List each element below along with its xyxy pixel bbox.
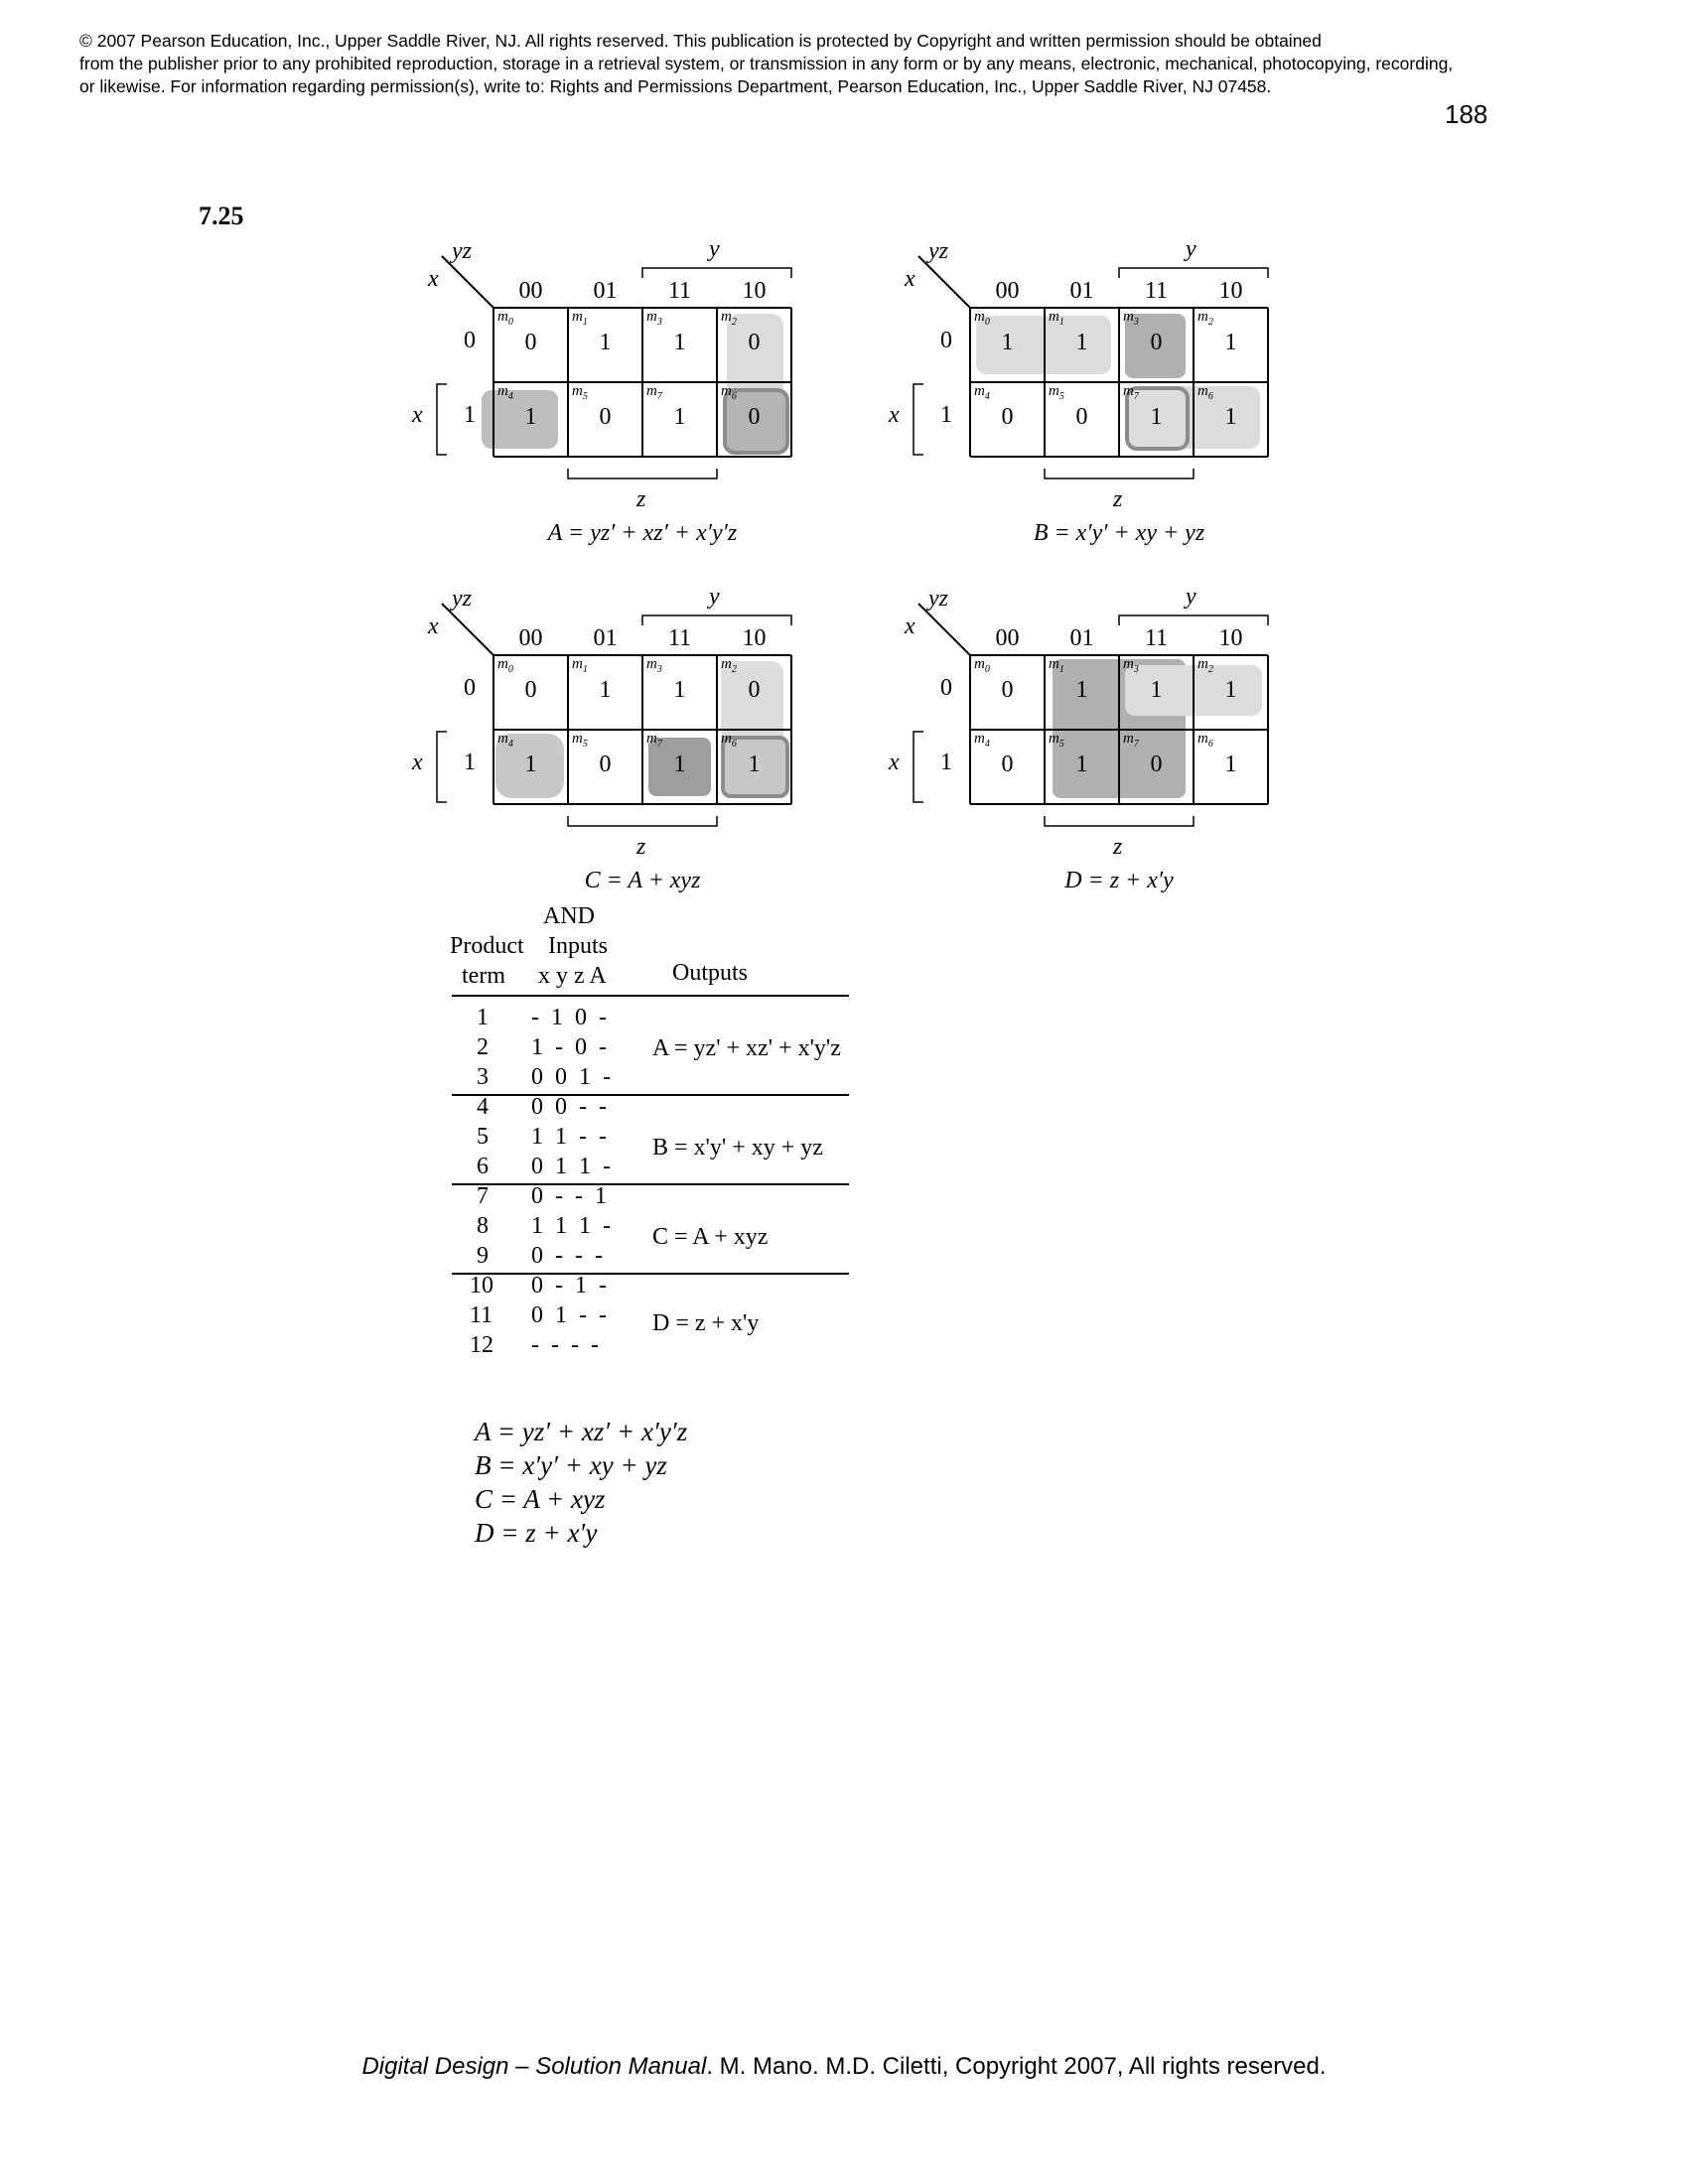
z-bracket	[568, 469, 717, 478]
cell-value: 1	[1224, 751, 1237, 777]
minterm-label: $m_4$	[974, 731, 990, 750]
copyright-notice	[79, 30, 1628, 98]
cell-value: 1	[524, 404, 537, 430]
row-code: 0	[940, 328, 952, 353]
pla-inputs: 0 - 1 -	[531, 1273, 607, 1298]
final-equation-b: B = x′y′ + xy + yz	[475, 1450, 667, 1480]
corner-row-var: x	[428, 614, 439, 639]
minterm-label: $m_4$	[497, 383, 513, 402]
y-bracket	[642, 615, 791, 625]
output-a: A = yz' + xz' + x'y'z	[652, 1035, 841, 1061]
minterm-label: $m_1$	[1049, 656, 1064, 675]
pla-term: 7	[477, 1183, 489, 1209]
x-bracket	[914, 732, 923, 802]
minterm-label: $m_2$	[1197, 656, 1213, 675]
pla-term: 10	[470, 1273, 493, 1298]
column-code: 10	[1218, 278, 1243, 304]
pla-inputs: 1 - 0 -	[531, 1034, 607, 1060]
kmap-a	[402, 238, 829, 556]
y-bracket	[1119, 268, 1268, 278]
column-code: 11	[667, 625, 692, 651]
cell-value: 0	[524, 330, 537, 355]
pla-inputs: - - - -	[531, 1332, 599, 1358]
pla-term: 8	[477, 1213, 489, 1239]
column-code: 10	[742, 278, 767, 304]
corner-col-vars: yz	[928, 586, 948, 612]
pla-term: 5	[477, 1124, 489, 1150]
group-rule	[452, 1094, 849, 1096]
minterm-label: $m_7$	[1123, 731, 1139, 750]
minterm-label: $m_2$	[721, 656, 737, 675]
minterm-label: $m_6$	[1197, 731, 1213, 750]
column-code: 11	[1144, 278, 1169, 304]
pla-inputs: 0 - - -	[531, 1243, 603, 1269]
z-bracket	[568, 816, 717, 826]
cell-value: 1	[599, 330, 612, 355]
header-input-vars: x y z A	[538, 963, 607, 989]
row-code: 0	[940, 675, 952, 701]
pla-term: 1	[477, 1005, 489, 1030]
cell-value: 0	[599, 751, 612, 777]
pla-term: 11	[470, 1302, 493, 1328]
row-code: 1	[464, 750, 476, 775]
pla-term: 12	[470, 1332, 493, 1358]
column-code: 01	[593, 278, 618, 304]
corner-row-var: x	[428, 266, 439, 292]
y-label: y	[1186, 584, 1196, 610]
cell-value: 1	[673, 404, 686, 430]
header-term: term	[462, 963, 505, 989]
output-c: C = A + xyz	[652, 1224, 769, 1250]
z-label: z	[636, 834, 646, 860]
kmap-b	[879, 238, 1306, 556]
final-equation-c: C = A + xyz	[475, 1484, 606, 1514]
z-bracket	[1045, 816, 1194, 826]
problem-number: 7.25	[199, 202, 244, 230]
x-label: x	[889, 402, 900, 428]
header-outputs: Outputs	[672, 960, 749, 986]
column-code: 10	[1218, 625, 1243, 651]
corner-col-vars: yz	[928, 238, 948, 264]
column-code: 00	[995, 625, 1020, 651]
minterm-label: $m_1$	[572, 309, 588, 328]
column-code: 01	[1069, 625, 1094, 651]
pla-term: 2	[477, 1034, 489, 1060]
cell-value: 1	[673, 677, 686, 703]
output-d: D = z + x'y	[652, 1310, 760, 1336]
cell-value: 0	[1001, 751, 1014, 777]
cell-value: 1	[1150, 677, 1163, 703]
footer	[0, 2053, 1688, 2081]
pla-table	[437, 903, 874, 1380]
minterm-label: $m_6$	[721, 731, 737, 750]
cell-value: 1	[1224, 404, 1237, 430]
cell-value: 1	[1150, 404, 1163, 430]
minterm-label: $m_4$	[974, 383, 990, 402]
corner-row-var: x	[905, 266, 915, 292]
cell-value: 1	[599, 677, 612, 703]
kmap-d	[879, 586, 1306, 903]
footer-title: Digital Design – Solution Manual	[361, 2053, 707, 2080]
output-b: B = x'y' + xy + yz	[652, 1135, 823, 1160]
minterm-label: $m_3$	[646, 656, 662, 675]
row-code: 1	[940, 750, 952, 775]
minterm-label: $m_0$	[497, 309, 513, 328]
header-and: AND	[543, 903, 595, 929]
final-equation-a: A = yz′ + xz′ + x′y′z	[475, 1417, 688, 1446]
minterm-label: $m_5$	[572, 731, 588, 750]
cell-value: 1	[673, 751, 686, 777]
minterm-label: $m_0$	[497, 656, 513, 675]
pla-inputs: 0 0 1 -	[531, 1064, 611, 1090]
footer-rest: . M. Mano. M.D. Ciletti, Copyright 2007, All rights reserved.	[706, 2053, 1327, 2080]
minterm-label: $m_3$	[1123, 656, 1139, 675]
header-rule	[452, 995, 849, 997]
cell-value: 0	[748, 404, 761, 430]
x-label: x	[889, 750, 900, 775]
cell-value: 0	[1001, 677, 1014, 703]
pla-term: 4	[477, 1094, 489, 1120]
row-code: 0	[464, 328, 476, 353]
cell-value: 0	[1150, 751, 1163, 777]
pla-inputs: 0 - - 1	[531, 1183, 607, 1209]
column-code: 00	[995, 278, 1020, 304]
pla-inputs: 1 1 - -	[531, 1124, 607, 1150]
cell-value: 0	[1001, 404, 1014, 430]
corner-col-vars: yz	[452, 586, 472, 612]
cell-value: 1	[524, 751, 537, 777]
minterm-label: $m_7$	[646, 731, 662, 750]
kmap-equation: D = z + x′y	[1064, 868, 1174, 893]
cell-value: 0	[599, 404, 612, 430]
column-code: 00	[518, 625, 543, 651]
minterm-label: $m_6$	[1197, 383, 1213, 402]
cell-value: 1	[1224, 677, 1237, 703]
minterm-label: $m_6$	[721, 383, 737, 402]
x-bracket	[914, 384, 923, 455]
cell-value: 1	[1075, 330, 1088, 355]
column-code: 01	[593, 625, 618, 651]
copyright-line: or likewise. For information regarding permission(s), write to: Rights and Permissions Department, Pearson Education, Inc., Upper Saddle River, NJ 07458.	[79, 76, 1272, 96]
minterm-label: $m_5$	[572, 383, 588, 402]
y-label: y	[1186, 236, 1196, 262]
page-number: 188	[1445, 99, 1488, 129]
cell-value: 1	[748, 751, 761, 777]
pla-inputs: 0 0 - -	[531, 1094, 607, 1120]
row-code: 0	[464, 675, 476, 701]
cell-value: 1	[1001, 330, 1014, 355]
row-code: 1	[464, 402, 476, 428]
kmap-equation: B = x′y′ + xy + yz	[1033, 520, 1205, 546]
kmap-equation: A = yz′ + xz′ + x′y′z	[547, 520, 738, 546]
minterm-label: $m_4$	[497, 731, 513, 750]
z-bracket	[1045, 469, 1194, 478]
z-label: z	[1113, 486, 1123, 512]
pla-term: 3	[477, 1064, 489, 1090]
pla-term: 9	[477, 1243, 489, 1269]
column-code: 10	[742, 625, 767, 651]
cell-value: 0	[748, 330, 761, 355]
x-label: x	[412, 750, 423, 775]
column-code: 00	[518, 278, 543, 304]
final-equation-d: D = z + x′y	[475, 1518, 598, 1548]
minterm-label: $m_3$	[1123, 309, 1139, 328]
x-bracket	[437, 732, 447, 802]
cell-value: 1	[1075, 677, 1088, 703]
z-label: z	[636, 486, 646, 512]
column-code: 11	[1144, 625, 1169, 651]
cell-value: 0	[748, 677, 761, 703]
pla-inputs: 0 1 - -	[531, 1302, 607, 1328]
row-code: 1	[940, 402, 952, 428]
header-inputs: Inputs	[548, 933, 608, 959]
z-label: z	[1113, 834, 1123, 860]
copyright-line: © 2007 Pearson Education, Inc., Upper Saddle River, NJ. All rights reserved. This publication is protected by Copyright and written permission should be obtained	[79, 31, 1322, 51]
y-bracket	[1119, 615, 1268, 625]
y-bracket	[642, 268, 791, 278]
minterm-label: $m_2$	[1197, 309, 1213, 328]
header-product: Product	[450, 933, 524, 959]
column-code: 11	[667, 278, 692, 304]
minterm-label: $m_5$	[1049, 731, 1064, 750]
x-label: x	[412, 402, 423, 428]
pla-inputs: 0 1 1 -	[531, 1154, 611, 1179]
group-rule	[452, 1273, 849, 1275]
y-label: y	[709, 236, 720, 262]
corner-row-var: x	[905, 614, 915, 639]
kmap-c	[402, 586, 829, 903]
pla-term: 6	[477, 1154, 489, 1179]
kmap-equation: C = A + xyz	[584, 868, 701, 893]
cell-value: 1	[1075, 751, 1088, 777]
group-rule	[452, 1183, 849, 1185]
cell-value: 1	[1224, 330, 1237, 355]
column-code: 01	[1069, 278, 1094, 304]
final-equations	[475, 1415, 687, 1550]
pla-inputs: - 1 0 -	[531, 1005, 607, 1030]
minterm-label: $m_1$	[1049, 309, 1064, 328]
copyright-line: from the publisher prior to any prohibited reproduction, storage in a retrieval system, or transmission in any form or by any means, electronic, mechanical, photocopying, recording,	[79, 54, 1454, 73]
minterm-label: $m_2$	[721, 309, 737, 328]
minterm-label: $m_7$	[1123, 383, 1139, 402]
cell-value: 0	[1150, 330, 1163, 355]
minterm-label: $m_1$	[572, 656, 588, 675]
cell-value: 0	[524, 677, 537, 703]
minterm-label: $m_7$	[646, 383, 662, 402]
y-label: y	[709, 584, 720, 610]
cell-value: 1	[673, 330, 686, 355]
cell-value: 0	[1075, 404, 1088, 430]
corner-col-vars: yz	[452, 238, 472, 264]
minterm-label: $m_0$	[974, 656, 990, 675]
pla-inputs: 1 1 1 -	[531, 1213, 611, 1239]
minterm-label: $m_5$	[1049, 383, 1064, 402]
x-bracket	[437, 384, 447, 455]
minterm-label: $m_0$	[974, 309, 990, 328]
minterm-label: $m_3$	[646, 309, 662, 328]
